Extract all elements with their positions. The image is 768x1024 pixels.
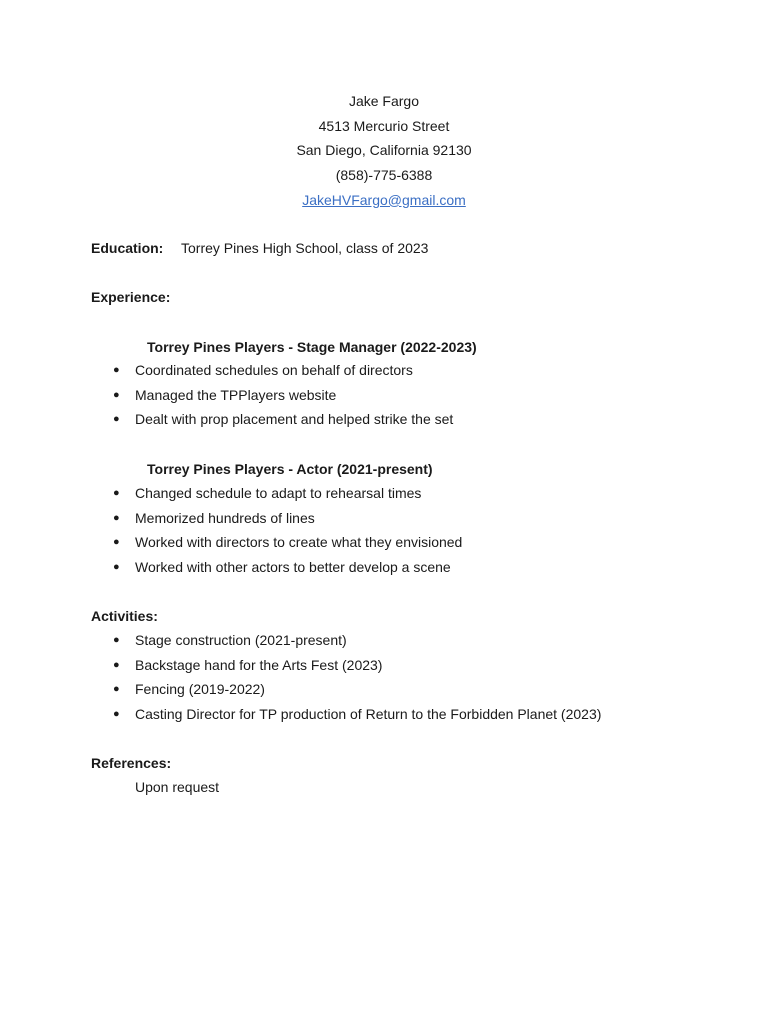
education-label: Education: [91,240,164,256]
list-item-text: Changed schedule to adapt to rehearsal times [135,485,422,501]
bullet-icon: ● [113,364,120,376]
phone-number: (858)-775-6388 [335,167,433,184]
references-label-text: References: [91,755,172,771]
contact-header [0,89,768,212]
job-title-actor: Torrey Pines Players - Actor (2021-present) [147,461,433,477]
list-item-text: Worked with other actors to better develop a scene [135,559,451,576]
list-item-text: Fencing (2019-2022) [135,681,265,698]
experience-label-text: Experience: [91,289,171,305]
bullet-icon: ● [113,658,120,671]
email-link[interactable]: JakeHVFargo@gmail.com [302,191,466,208]
bullet-icon: ● [113,388,120,401]
applicant-name: Jake Fargo [348,93,420,109]
list-item-text: Memorized hundreds of lines [135,509,315,526]
bullet-icon: ● [113,634,120,646]
references-value: Upon request [135,779,220,795]
city-state-zip: San Diego, California 92130 [296,142,472,159]
list-item-text: Casting Director for TP production of Return to the Forbidden Planet (2023) [135,706,602,723]
experience-label [91,287,170,307]
list-item-text: Worked with directors to create what they envisioned [135,534,463,551]
bullet-icon: ● [113,487,120,499]
references-label [91,753,171,773]
education-value: Torrey Pines High School, class of 2023 [181,240,429,256]
list-item-text: Managed the TPPlayers website [135,386,337,403]
street-address: 4513 Mercurio Street [318,117,450,134]
bullet-icon: ● [113,561,120,574]
bullet-icon: ● [113,511,120,524]
bullet-icon: ● [113,536,120,549]
list-item-text: Coordinated schedules on behalf of directors [135,362,413,378]
bullet-icon: ● [113,683,120,696]
list-item-text: Backstage hand for the Arts Fest (2023) [135,656,383,673]
activities-label [91,606,158,626]
list-item-text: Dealt with prop placement and helped strike the set [135,411,454,428]
list-item-text: Stage construction (2021-present) [135,632,347,648]
activities-label-text: Activities: [91,608,158,624]
job-title-stage-manager: Torrey Pines Players - Stage Manager (2022-2023) [147,339,477,355]
bullet-icon: ● [113,708,120,721]
bullet-icon: ● [113,413,120,426]
education-row [91,238,429,258]
